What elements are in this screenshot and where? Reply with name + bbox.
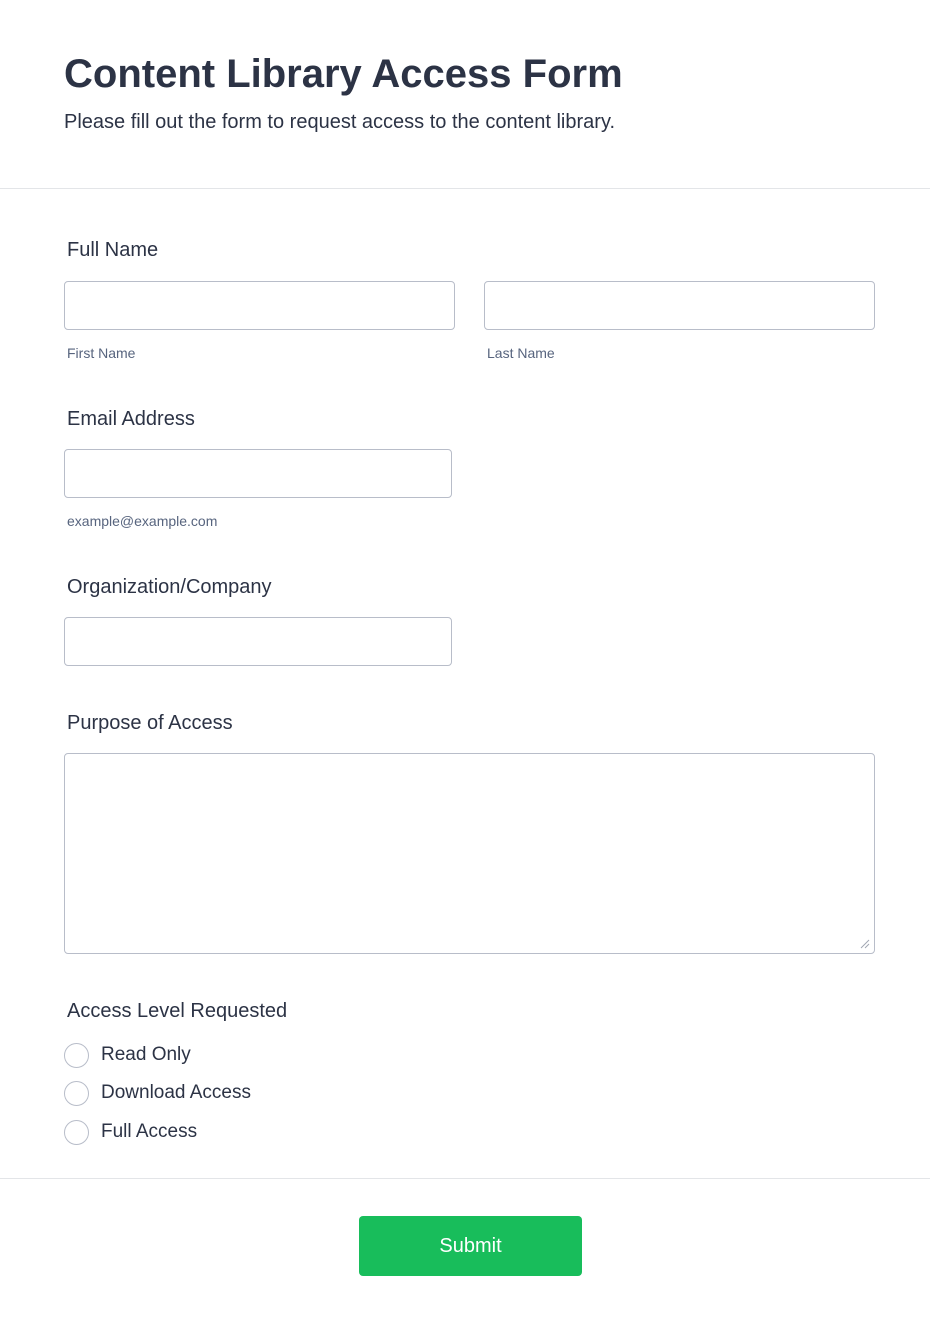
last-name-input[interactable]: [484, 281, 875, 330]
organization-label: Organization/Company: [67, 576, 272, 598]
email-sublabel: example@example.com: [67, 513, 218, 529]
form-header: [0, 0, 930, 189]
first-name-sublabel: First Name: [67, 345, 136, 361]
purpose-textarea[interactable]: [64, 753, 875, 954]
radio-label[interactable]: Read Only: [101, 1044, 191, 1065]
last-name-sublabel: Last Name: [487, 345, 555, 361]
radio-circle[interactable]: [64, 1081, 89, 1106]
radio-option-full-access[interactable]: [64, 1119, 197, 1145]
radio-circle[interactable]: [64, 1120, 89, 1145]
access-level-label: Access Level Requested: [67, 1000, 288, 1022]
radio-option-read-only[interactable]: [64, 1042, 191, 1068]
submit-button[interactable]: Submit: [359, 1216, 582, 1276]
radio-label[interactable]: Full Access: [101, 1121, 198, 1142]
form-subtitle: Please fill out the form to request access to the content library.: [64, 111, 616, 133]
radio-label[interactable]: Download Access: [101, 1082, 251, 1103]
form-title: Content Library Access Form: [64, 52, 623, 96]
footer-divider: [0, 1178, 930, 1179]
organization-input[interactable]: [64, 617, 452, 666]
email-label: Email Address: [67, 408, 195, 430]
purpose-label: Purpose of Access: [67, 712, 233, 734]
full-name-label: Full Name: [67, 239, 159, 261]
resize-handle-icon[interactable]: [858, 937, 870, 949]
email-input[interactable]: [64, 449, 452, 498]
first-name-input[interactable]: [64, 281, 455, 330]
radio-option-download-access[interactable]: [64, 1080, 251, 1106]
radio-circle[interactable]: [64, 1043, 89, 1068]
